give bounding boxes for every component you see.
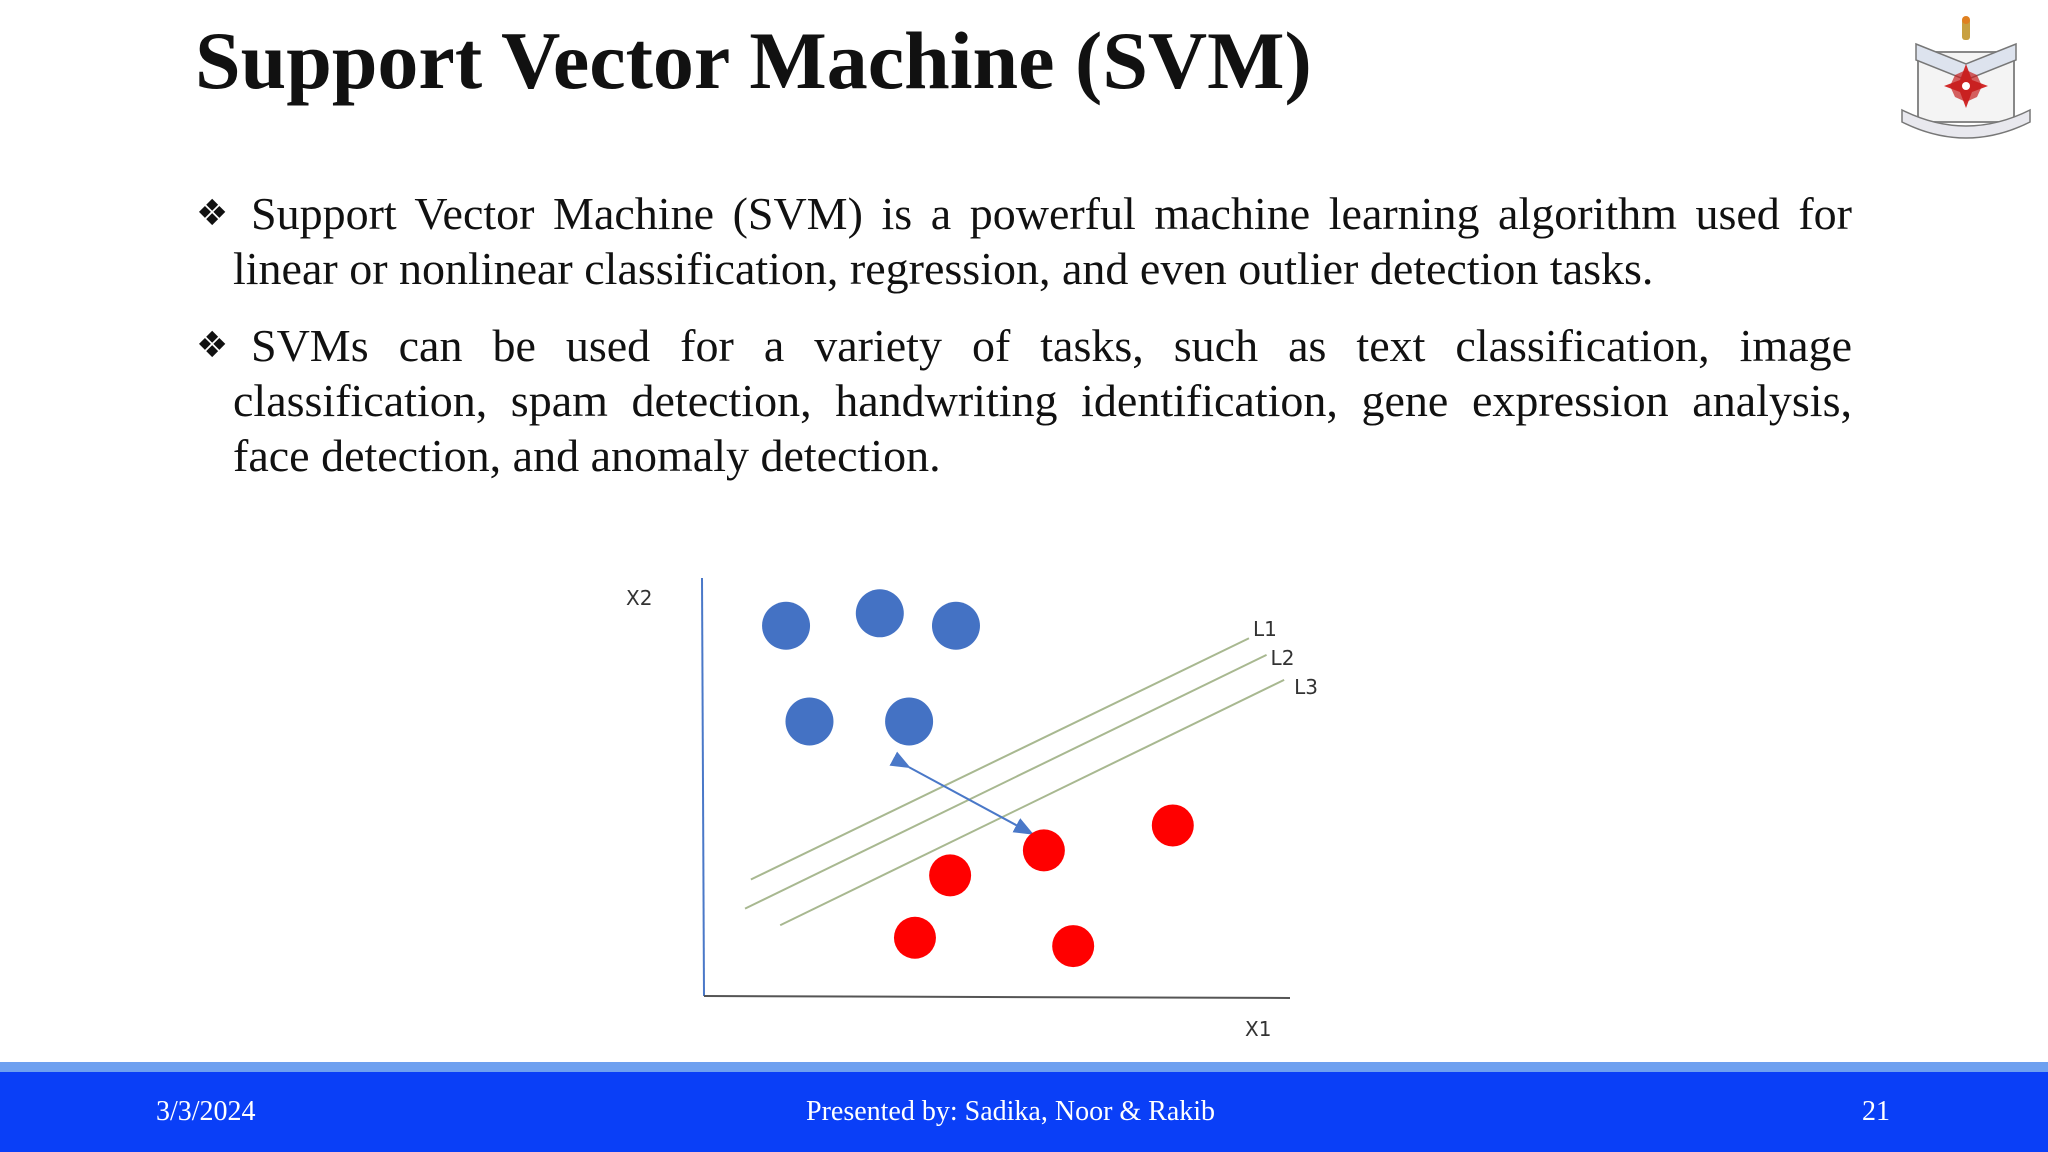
line-label-l2: L2 [1270,645,1295,670]
class-a-point [932,602,980,650]
svm-scatter-chart [600,560,1360,1050]
class-b-point [1052,925,1094,967]
class-a-point [856,589,904,637]
class-b-point [1023,829,1065,871]
class-b-point [929,854,971,896]
class-b-point [1152,804,1194,846]
bullet-text: SVMs can be used for a variety of tasks, such as text classification, image classification, spam detection, handwriting identification, gene expression analysis, face detection, and anomaly detection. [233,320,1852,481]
y-axis [702,578,704,996]
bullet-item [196,318,1852,483]
slide-title: Support Vector Machine (SVM) [195,15,1312,106]
class-a-point [885,697,933,745]
footer-date: 3/3/2024 [156,1096,256,1127]
four-diamond-icon: ❖ [196,325,229,366]
footer-page-number: 21 [1862,1096,1890,1127]
separating-lines [745,617,1318,925]
footer-divider [0,1062,2048,1072]
class-a-point [785,697,833,745]
university-logo-icon [1896,14,2036,144]
separating-line-l2 [745,655,1267,909]
separating-line-l3 [780,680,1284,925]
x-axis-label: X1 [1245,1017,1272,1041]
y-axis-label: X2 [626,586,653,610]
line-label-l1: L1 [1252,617,1277,642]
class-a-point [762,602,810,650]
x-axis [704,996,1290,998]
footer-presenter: Presented by: Sadika, Noor & Rakib [806,1096,1216,1127]
slide-footer [0,1072,2048,1152]
bullet-list [196,186,1852,505]
bullet-text: Support Vector Machine (SVM) is a powerful machine learning algorithm used for linear or nonlinear classification, regression, and even outlier detection tasks. [233,188,1852,294]
bullet-item [196,186,1852,296]
class-b-point [894,917,936,959]
line-label-l3: L3 [1294,674,1319,699]
four-diamond-icon: ❖ [196,193,229,234]
data-points [762,589,1194,967]
